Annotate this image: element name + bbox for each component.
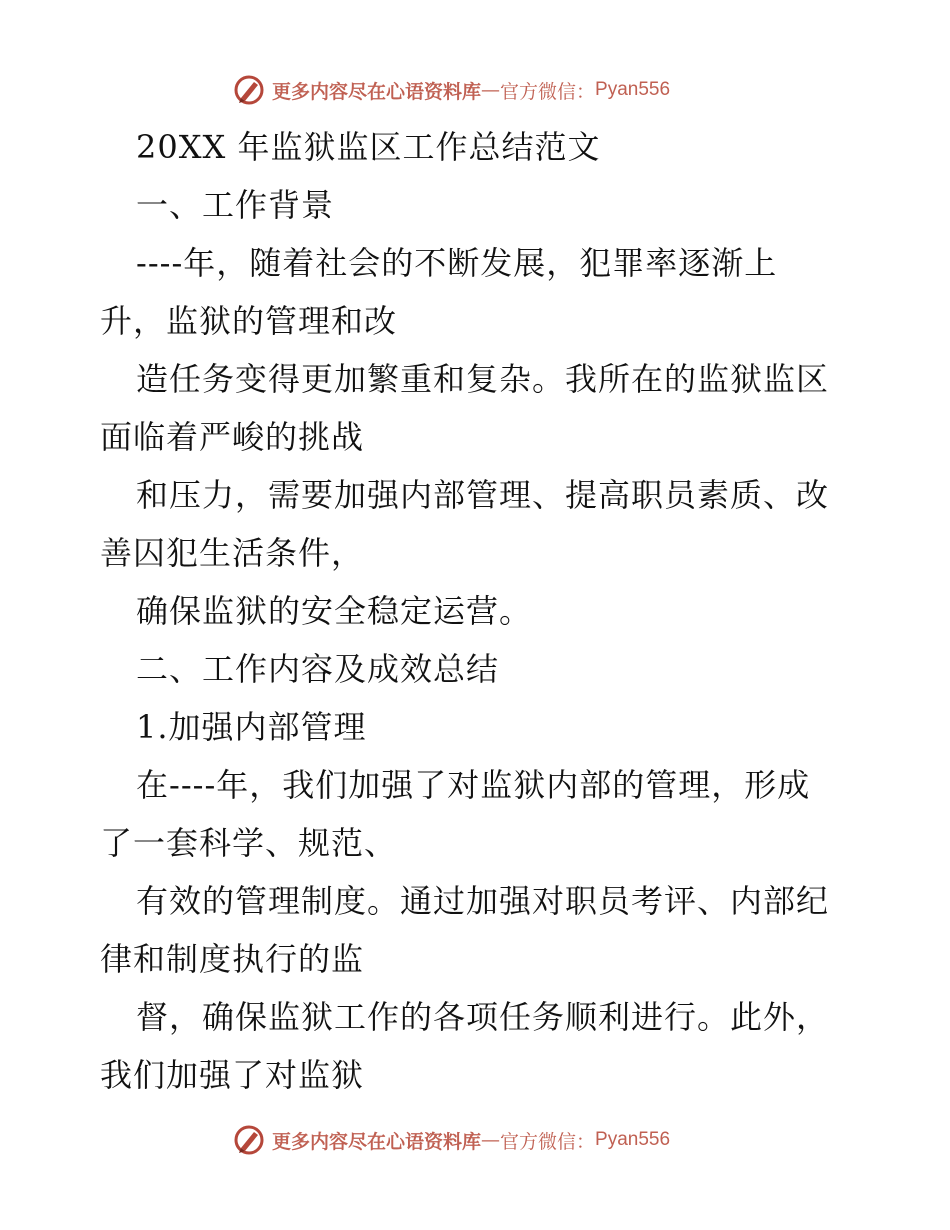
section-heading-1: 一、工作背景	[136, 186, 335, 224]
watermark-wechat-id: Pyan556	[595, 79, 671, 100]
paragraph-line: 面临着严峻的挑战	[100, 418, 365, 456]
paragraph-line: 在----年，我们加强了对监狱内部的管理，形成	[136, 766, 811, 804]
paragraph-line: 确保监狱的安全稳定运营。	[136, 592, 533, 630]
paragraph-line: 和压力，需要加强内部管理、提高职员素质、改	[136, 476, 830, 514]
paragraph-line: 造任务变得更加繁重和复杂。我所在的监狱监区	[136, 360, 830, 398]
paragraph-line: 律和制度执行的监	[100, 940, 365, 978]
paragraph-line: ----年，随着社会的不断发展，犯罪率逐渐上	[136, 244, 778, 282]
pen-logo-icon	[232, 73, 266, 107]
watermark-wechat-label: 官方微信：	[500, 80, 596, 103]
section-heading-2: 二、工作内容及成效总结	[136, 650, 500, 688]
paragraph-line: 善囚犯生活条件，	[100, 534, 365, 572]
paragraph-line: 有效的管理制度。通过加强对职员考评、内部纪	[136, 882, 830, 920]
paragraph-line: 我们加强了对监狱	[100, 1056, 365, 1094]
watermark-separator: —	[481, 1129, 501, 1151]
pen-logo-icon	[232, 1123, 266, 1157]
watermark-banner-top	[232, 72, 670, 108]
watermark-wechat-label: 官方微信：	[500, 1130, 596, 1153]
paragraph-line: 了一套科学、规范、	[100, 824, 398, 862]
paragraph-line: 督，确保监狱工作的各项任务顺利进行。此外，	[136, 998, 830, 1036]
watermark-separator: —	[481, 79, 501, 101]
watermark-banner-bottom	[232, 1122, 670, 1158]
document-title: 20XX 年监狱监区工作总结范文	[136, 128, 601, 166]
watermark-wechat-id: Pyan556	[595, 1129, 671, 1150]
subsection-heading: 1.加强内部管理	[136, 708, 367, 746]
watermark-main-text: 更多内容尽在心语资料库	[272, 80, 482, 103]
watermark-main-text: 更多内容尽在心语资料库	[272, 1130, 482, 1153]
paragraph-line: 升，监狱的管理和改	[100, 302, 398, 340]
